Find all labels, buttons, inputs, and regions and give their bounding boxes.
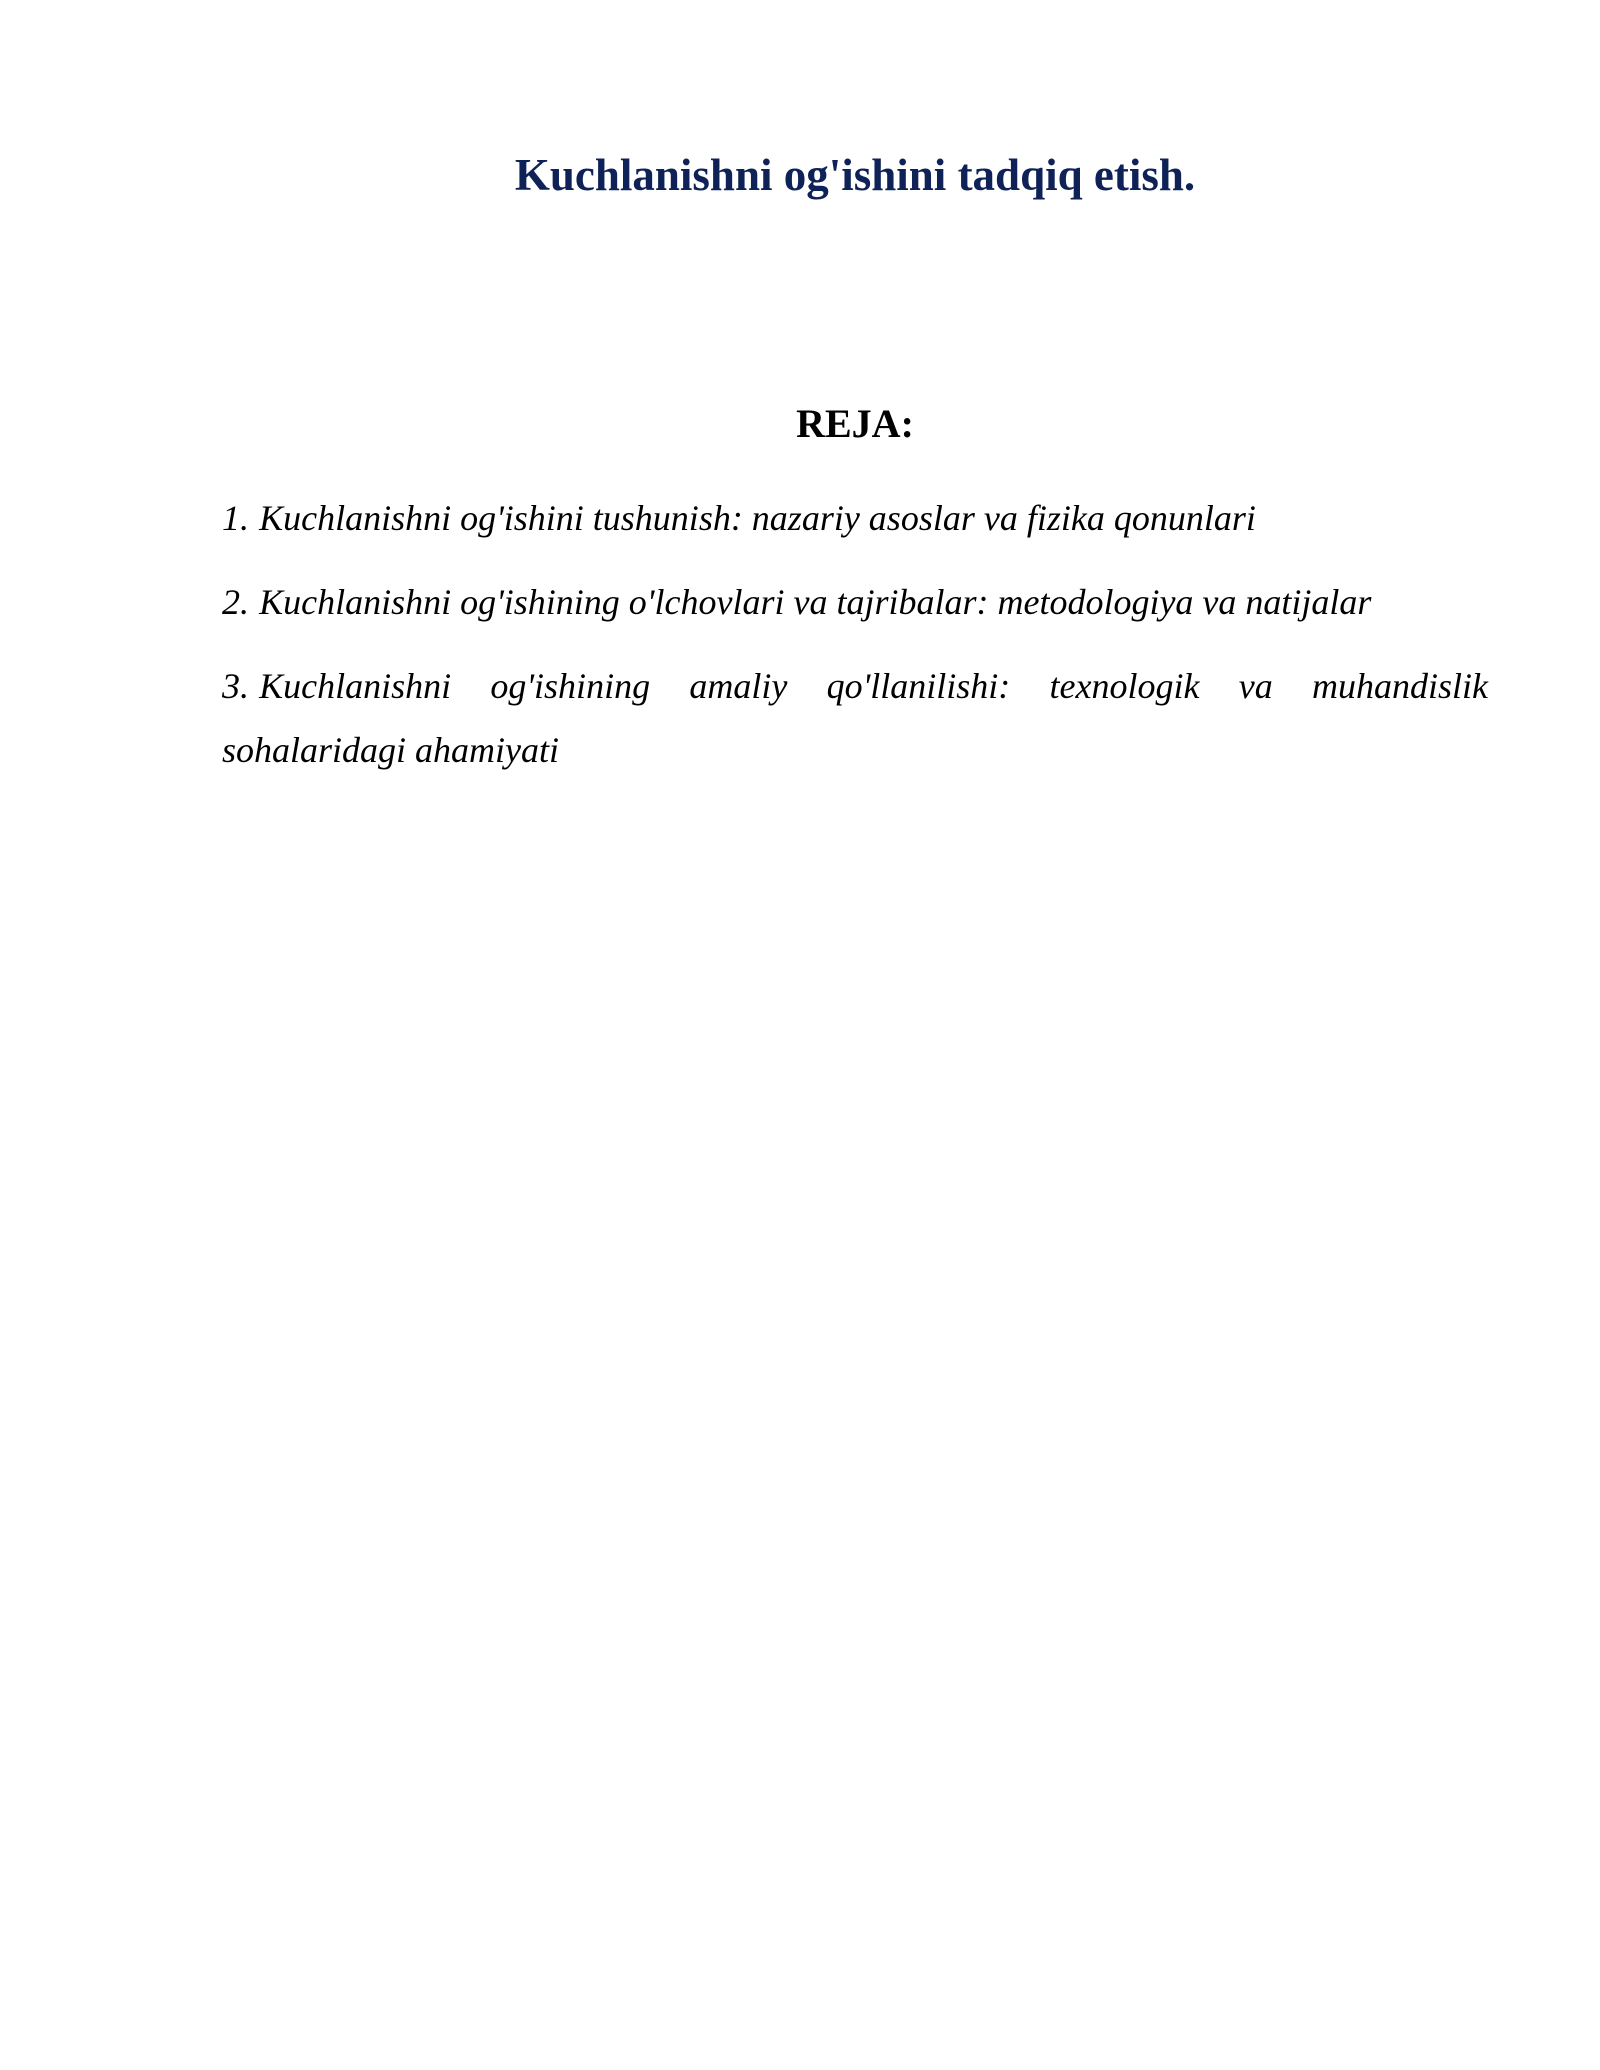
plan-item-text: Kuchlanishni og'ishining amaliy qo'llanilishi: texnologik va muhandislik sohalaridagi ahamiyati xyxy=(222,666,1488,770)
plan-item xyxy=(222,654,1488,782)
plan-item-number: 2. xyxy=(222,582,249,622)
document-title: Kuchlanishni og'ishini tadqiq etish. xyxy=(514,150,1196,200)
plan-heading: REJA: xyxy=(796,401,914,446)
plan-item-text: Kuchlanishni og'ishining o'lchovlari va tajribalar: metodologiya va natijalar xyxy=(259,582,1372,622)
plan-item xyxy=(222,570,1488,634)
plan-item-number: 3. xyxy=(222,666,249,706)
plan-item-text: Kuchlanishni og'ishini tushunish: nazariy asoslar va fizika qonunlari xyxy=(259,498,1256,538)
plan-list xyxy=(222,486,1488,802)
plan-item-number: 1. xyxy=(222,498,249,538)
plan-item xyxy=(222,486,1488,550)
